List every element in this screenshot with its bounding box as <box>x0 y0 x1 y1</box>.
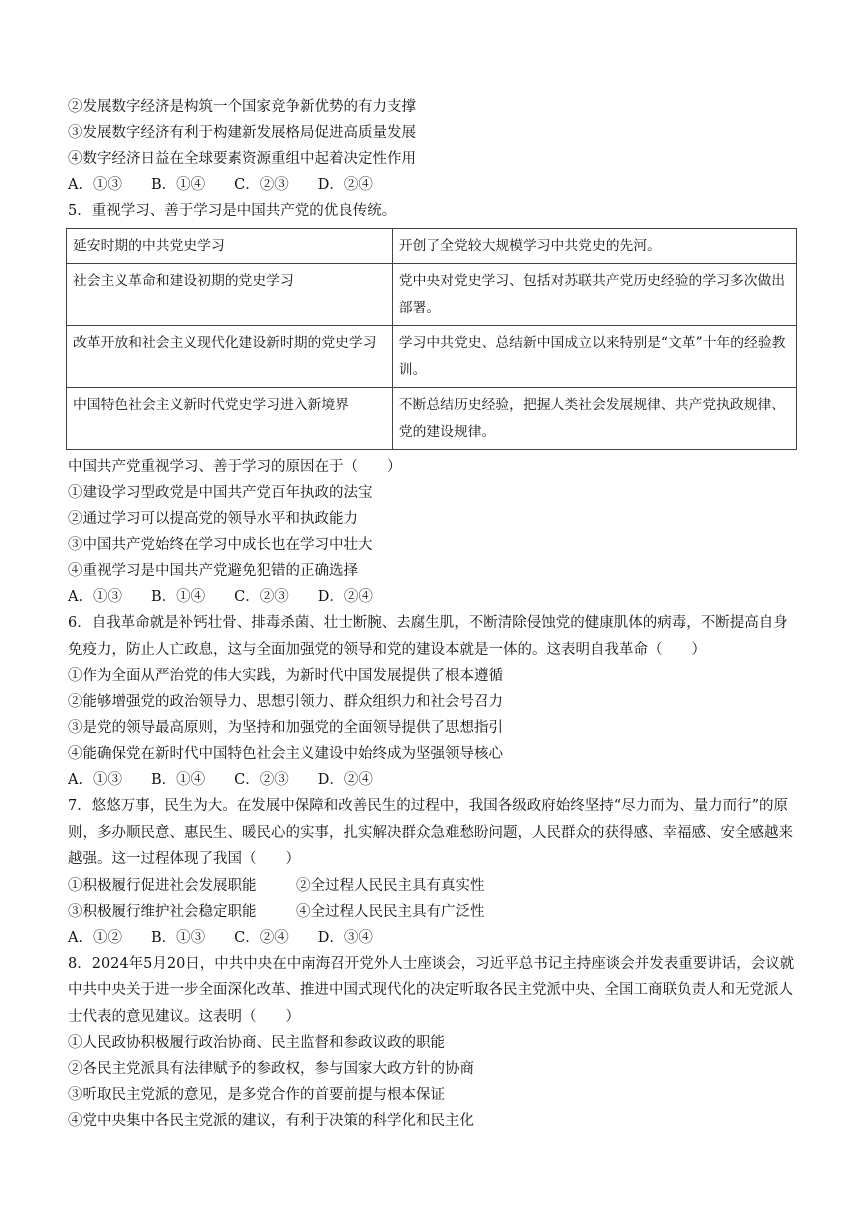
q8-item-2: ②各民主党派具有法律赋予的参政权，参与国家大政方针的协商 <box>68 1061 474 1077</box>
q5-question: 中国共产党重视学习、善于学习的原因在于（ ） <box>68 459 402 475</box>
table-cell: 不断总结历史经验，把握人类社会发展规律、共产党执政规律、党的建设规律。 <box>392 388 796 450</box>
q6-item-2: ②能够增强党的政治领导力、思想引领力、群众组织力和社会号召力 <box>68 694 503 710</box>
q8-item-3: ③听取民主党派的意见，是多党合作的首要前提与根本保证 <box>68 1087 445 1103</box>
q7-item-2: ②全过程人民民主具有真实性 <box>296 877 485 894</box>
q5-options: A．①③ B．①④ C．②③ D．②④ <box>68 589 373 605</box>
table-row <box>67 326 797 388</box>
q6-item-4: ④能确保党在新时代中国特色社会主义建设中始终成为坚强领导核心 <box>68 746 503 762</box>
table-cell: 党中央对党史学习、包括对苏联共产党历史经验的学习多次做出部署。 <box>392 264 796 326</box>
q6-item-1: ①作为全面从严治党的伟大实践，为新时代中国发展提供了根本遵循 <box>68 668 503 684</box>
q7-items-row-2 <box>68 899 798 925</box>
question-4 <box>68 94 798 198</box>
q4-item-3: ③发展数字经济有利于构建新发展格局促进高质量发展 <box>68 125 416 141</box>
q7-items-row-1 <box>68 873 798 899</box>
q7-options: A．①② B．①③ C．②④ D．③④ <box>68 929 373 946</box>
q7-item-1: ①积极履行促进社会发展职能 <box>68 877 257 894</box>
table-cell: 社会主义革命和建设初期的党史学习 <box>67 264 393 326</box>
table-cell: 中国特色社会主义新时代党史学习进入新境界 <box>67 388 393 450</box>
q7-item-4: ④全过程人民民主具有广泛性 <box>296 903 485 920</box>
table-cell: 改革开放和社会主义现代化建设新时期的党史学习 <box>67 326 393 388</box>
q5-item-3: ③中国共产党始终在学习中成长也在学习中壮大 <box>68 537 373 553</box>
table-cell: 延安时期的中共党史学习 <box>67 229 393 264</box>
q5-stem: 5．重视学习、善于学习是中国共产党的优良传统。 <box>68 203 397 219</box>
q5-item-2: ②通过学习可以提高党的领导水平和执政能力 <box>68 511 358 527</box>
table-cell: 学习中共党史、总结新中国成立以来特别是“文革”十年的经验教训。 <box>392 326 796 388</box>
question-6 <box>68 610 798 793</box>
question-5 <box>68 198 798 610</box>
question-8 <box>68 951 798 1135</box>
table-row <box>67 264 797 326</box>
q6-stem: 6．自我革命就是补钙壮骨、排毒杀菌、壮士断腕、去腐生肌，不断清除侵蚀党的健康肌体的病毒，不断提高自身免疫力，防止人亡政息，这与全面加强党的领导和党的建设本就是一体的。这表明自我革命（ ） <box>68 615 788 658</box>
page-content <box>68 94 798 1134</box>
question-7 <box>68 793 798 951</box>
q7-item-3: ③积极履行维护社会稳定职能 <box>68 903 257 920</box>
q6-item-3: ③是党的领导最高原则，为坚持和加强党的全面领导提供了思想指引 <box>68 720 503 736</box>
table-cell: 开创了全党较大规模学习中共党史的先河。 <box>392 229 796 264</box>
q6-options: A．①③ B．①④ C．②③ D．②④ <box>68 772 373 788</box>
q5-item-1: ①建设学习型政党是中国共产党百年执政的法宝 <box>68 485 373 501</box>
q8-item-1: ①人民政协积极履行政治协商、民主监督和参政议政的职能 <box>68 1035 445 1051</box>
q4-item-2: ②发展数字经济是构筑一个国家竞争新优势的有力支撑 <box>68 99 416 115</box>
q5-item-4: ④重视学习是中国共产党避免犯错的正确选择 <box>68 563 358 579</box>
table-row <box>67 388 797 450</box>
q8-stem: 8．2024年5月20日，中共中央在中南海召开党外人士座谈会，习近平总书记主持座谈会并发表重要讲话，会议就中共中央关于进一步全面深化改革、推进中国式现代化的决定听取各民主党派中央、全国工商联负责人和无党派人士代表的意见建议。这表明（ ） <box>68 955 795 1025</box>
q4-item-4: ④数字经济日益在全球要素资源重组中起着决定性作用 <box>68 151 416 167</box>
table-row <box>67 229 797 264</box>
q4-options: A．①③ B．①④ C．②③ D．②④ <box>68 177 373 193</box>
q8-item-4: ④党中央集中各民主党派的建议，有利于决策的科学化和民主化 <box>68 1113 474 1129</box>
q5-table <box>66 228 797 450</box>
q7-stem: 7．悠悠万事，民生为大。在发展中保障和改善民生的过程中，我国各级政府始终坚持“尽力而为、量力而行”的原则，多办顺民意、惠民生、暖民心的实事，扎实解决群众急难愁盼问题，人民群众的获得感、幸福感、安全感越来越强。这一过程体现了我国（ ） <box>68 798 793 867</box>
